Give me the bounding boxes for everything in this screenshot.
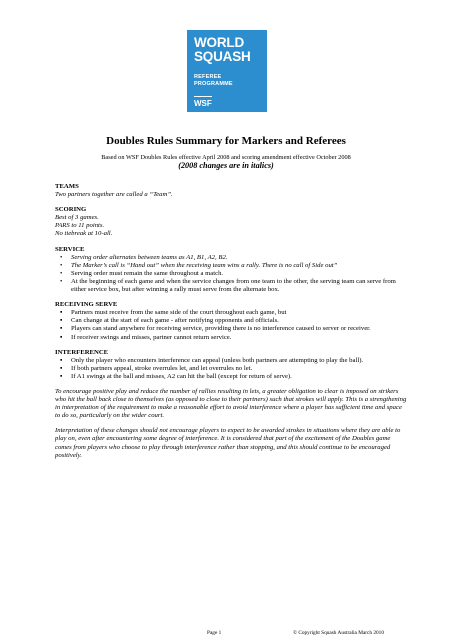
world-squash-logo (187, 30, 267, 112)
scoring-line: No tiebreak at 10-all. (55, 230, 113, 238)
logo-line-referee: REFEREE (194, 74, 222, 80)
square-bullet-icon: ▪ (60, 309, 63, 317)
service-item (55, 270, 408, 278)
square-bullet-icon: ▪ (60, 364, 63, 372)
square-bullet-icon: ▪ (60, 333, 63, 341)
interference-item (55, 365, 408, 373)
service-item-text: At the beginning of each game and when the service changes from one team to the other, the serving team can serve from either service box, but after winning a rally must serve from the alternate box. (71, 277, 396, 294)
square-bullet-icon: ▪ (60, 356, 63, 364)
receiving-item-text: Partners must receive from the same side of the court throughout each game, but (71, 309, 287, 317)
scoring-line: Best of 3 games. (55, 214, 99, 222)
scoring-line: PARS to 11 points. (55, 222, 105, 230)
square-bullet-icon: ▪ (60, 317, 63, 325)
service-item-text: Serving order alternates between teams as A1, B1, A2, B2. (71, 253, 228, 261)
service-item-text: The Marker’s call is “Hand out” when the receiving team wins a rally. There is no call of Side out” (71, 261, 338, 269)
teams-heading: TEAMS (55, 183, 79, 190)
receiving-item-text: Players can stand anywhere for receiving service, providing there is no interference caused to server or receiver. (71, 325, 371, 333)
receiving-heading: RECEIVING SERVE (55, 301, 118, 309)
document-title: Doubles Rules Summary for Markers and Referees (106, 135, 346, 147)
interference-item-text: If A1 swings at the ball and misses, A2 can hit the ball (except for return of serve). (71, 372, 292, 380)
interference-item (55, 373, 408, 381)
scoring-heading: SCORING (55, 206, 87, 214)
receiving-item-text: If receiver swings and misses, partner cannot return service. (71, 333, 232, 341)
copyright-note: © Copyright Squash Australia March 2010 (293, 630, 384, 636)
bullet-icon: • (60, 269, 63, 277)
bullet-icon: • (60, 277, 63, 285)
receiving-item-text: Can change at the start of each game - after notifying opponents and officials. (71, 317, 279, 325)
service-item (55, 278, 408, 294)
teams-text: Two partners together are called a “Team”. (55, 191, 173, 199)
service-item (55, 254, 408, 262)
logo-divider (194, 96, 212, 97)
logo-line-programme: PROGRAMME (194, 81, 233, 87)
logo-line-world: WORLD (194, 35, 244, 50)
bullet-icon: • (60, 261, 63, 269)
logo-line-squash: SQUASH (194, 49, 251, 64)
document-body (55, 183, 408, 460)
square-bullet-icon: ▪ (60, 325, 63, 333)
paragraph-interpretation: Interpretation of these changes should not encourage players to expect to be awarded strokes in situations where they are able to play on, even after encountering some degree of interference. It is considered that part of the excitement of the Doubles game comes from players who choose to play through interference rather than stopping, and this should continue to be encouraged positively. (55, 427, 401, 459)
interference-item-text: If both partners appeal, stroke overrules let, and let overrules no let. (71, 364, 253, 372)
interference-item (55, 357, 408, 365)
square-bullet-icon: ▪ (60, 372, 63, 380)
receiving-item (55, 317, 408, 325)
changes-note: (2008 changes are in italics) (178, 161, 274, 170)
service-item (55, 262, 408, 270)
bullet-icon: • (60, 253, 63, 261)
receiving-item (55, 309, 408, 317)
receiving-item (55, 334, 408, 342)
page-number: Page 1 (207, 630, 222, 636)
receiving-item (55, 325, 408, 333)
service-item-text: Serving order must remain the same throughout a match. (71, 269, 224, 277)
paragraph-clearing-obligation: To encourage positive play and reduce the number of rallies resulting in lets, a greater obligation to clear is imposed on strikers who hit the ball back close to themselves (as opposed to close to their partners) such that strokes will apply. This is a strengthening in interpretation of the requirement to make a reasonable effort to avoid interference where a player has sufficient time and space to do so, particularly on the wider court. (55, 387, 407, 420)
interference-heading: INTERFERENCE (55, 348, 109, 356)
interference-item-text: Only the player who encounters interference can appeal (unless both partners are attempting to play the ball). (71, 356, 364, 364)
service-heading: SERVICE (55, 245, 85, 253)
logo-line-wsf: WSF (194, 99, 212, 108)
based-on-note: Based on WSF Doubles Rules effective April 2008 and scoring amendment effective October 2008 (101, 154, 351, 161)
